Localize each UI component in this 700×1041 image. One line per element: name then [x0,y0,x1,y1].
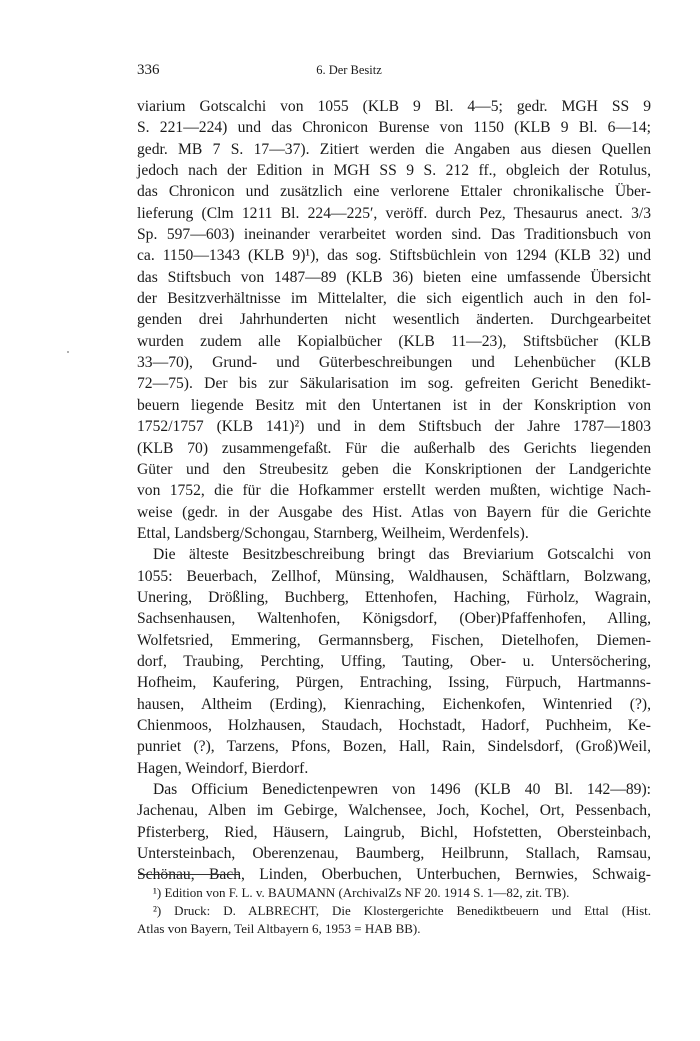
text-line: Die älteste Besitzbeschreibung bringt das Breviarium Gotscalchi von [153,546,651,564]
text-line: lieferung (Clm 1211 Bl. 224—225′, veröff. durch Pez, Thesaurus anect. 3/3 [137,204,651,222]
text-line: jedoch nach der Edition in MGH SS 9 S. 212 ff., obgleich der Rotulus, [137,162,651,180]
text-line: Jachenau, Alben im Gebirge, Walchensee, Joch, Kochel, Ort, Pessenbach, [137,802,651,820]
footnote: Atlas von Bayern, Teil Altbayern 6, 1953 = HAB BB). [137,921,421,936]
text-line: Sachsenhausen, Waltenhofen, Königsdorf, (Ober)Pfaffenhofen, Alling, [137,610,651,628]
text-line: Wolfetsried, Emmering, Germannsberg, Fischen, Dietelhofen, Diemen- [137,631,651,649]
text-line: Sp. 597—603) ineinander verarbeitet worden sind. Das Traditionsbuch von [137,226,651,244]
text-line: Hagen, Weindorf, Bierdorf. [137,759,309,777]
text-line: wurden zudem alle Kopialbücher (KLB 11—23), Stiftsbücher (KLB [137,332,651,350]
text-line: das Chronicon und zusätzlich eine verlorene Ettaler chronikalische Über- [137,183,651,201]
text-line: beuern liegende Besitz mit den Untertanen ist in der Konskription von [137,396,651,414]
text-line: 1055: Beuerbach, Zellhof, Münsing, Waldhausen, Schäftlarn, Bolzwang, [137,567,651,585]
text-line: Hofheim, Kaufering, Pürgen, Entraching, Issing, Fürpuch, Hartmanns- [137,674,651,692]
text-line: genden drei Jahrhunderten nicht wesentlich änderten. Durchgearbeitet [137,311,651,329]
page-number: 336 [137,62,160,78]
text-line: viarium Gotscalchi von 1055 (KLB 9 Bl. 4—5; gedr. MGH SS 9 [137,98,651,115]
page-header [137,62,561,84]
text-line: S. 221—224) und das Chronicon Burense von 1150 (KLB 9 Bl. 6—14; [137,119,651,137]
footnotes [137,884,651,938]
text-line: 33—70), Grund- und Güterbeschreibungen und Lehenbücher (KLB [137,354,651,372]
text-line: von 1752, die für die Hofkammer erstellt werden mußten, wichtige Nach- [137,482,651,500]
running-title: 6. Der Besitz [316,63,382,77]
text-line: Ettal, Landsberg/Schongau, Starnberg, Weilheim, Werdenfels). [137,524,529,542]
text-line: (KLB 70) zusammengefaßt. Für die außerhalb des Gerichts liegenden [137,439,651,457]
text-line: Pfisterberg, Ried, Häusern, Laingrub, Bichl, Hofstetten, Obersteinbach, [137,823,651,841]
text-line: Chienmoos, Holzhausen, Staudach, Hochstadt, Hadorf, Puchheim, Ke- [137,716,651,734]
text-line: Schönau, Bach, Linden, Oberbuchen, Unterbuchen, Bernwies, Schwaig- [137,866,651,884]
footnote-divider [138,874,240,875]
text-line: 1752/1757 (KLB 141)²) und in dem Stiftsbuch der Jahre 1787—1803 [137,418,651,436]
text-line: das Stiftsbuch von 1487—89 (KLB 36) bieten eine umfassende Übersicht [137,268,651,286]
footnote: ¹) Edition von F. L. v. BAUMANN (ArchivalZs NF 20. 1914 S. 1—82, zit. TB). [153,885,570,900]
footnote: ²) Druck: D. ALBRECHT, Die Klostergerichte Benediktbeuern und Ettal (Hist. [153,903,651,918]
text-line: hausen, Altheim (Erding), Kienraching, Eichenkofen, Wintenried (?), [137,695,651,713]
text-line: dorf, Traubing, Perchting, Uffing, Tauting, Ober- u. Untersöchering, [137,652,651,670]
text-line: Unering, Drößling, Buchberg, Ettenhofen, Haching, Fürholz, Wagrain, [137,588,651,606]
body-text [137,96,651,886]
text-line: ca. 1150—1343 (KLB 9)¹), das sog. Stiftsbüchlein von 1294 (KLB 32) und [137,247,651,265]
margin-mark [67,351,69,353]
text-line: der Besitzverhältnisse im Mittelalter, die sich eigentlich auch in den fol- [137,290,651,308]
text-line: Das Officium Benedictenpewren von 1496 (KLB 40 Bl. 142—89): [153,781,651,798]
text-line: 72—75). Der bis zur Säkularisation im sog. gefreiten Gericht Benedikt- [137,375,651,393]
text-line: Güter und den Streubesitz geben die Konskriptionen der Landgerichte [137,460,651,478]
text-line: weise (gedr. in der Ausgabe des Hist. Atlas von Bayern für die Gerichte [137,503,651,521]
text-line: gedr. MB 7 S. 17—37). Zitiert werden die Angaben aus diesen Quellen [137,140,651,158]
text-line: punriet (?), Tarzens, Pfons, Bozen, Hall, Rain, Sindelsdorf, (Groß)Weil, [137,738,651,756]
text-line: Untersteinbach, Oberenzenau, Baumberg, Heilbrunn, Stallach, Ramsau, [137,845,651,863]
